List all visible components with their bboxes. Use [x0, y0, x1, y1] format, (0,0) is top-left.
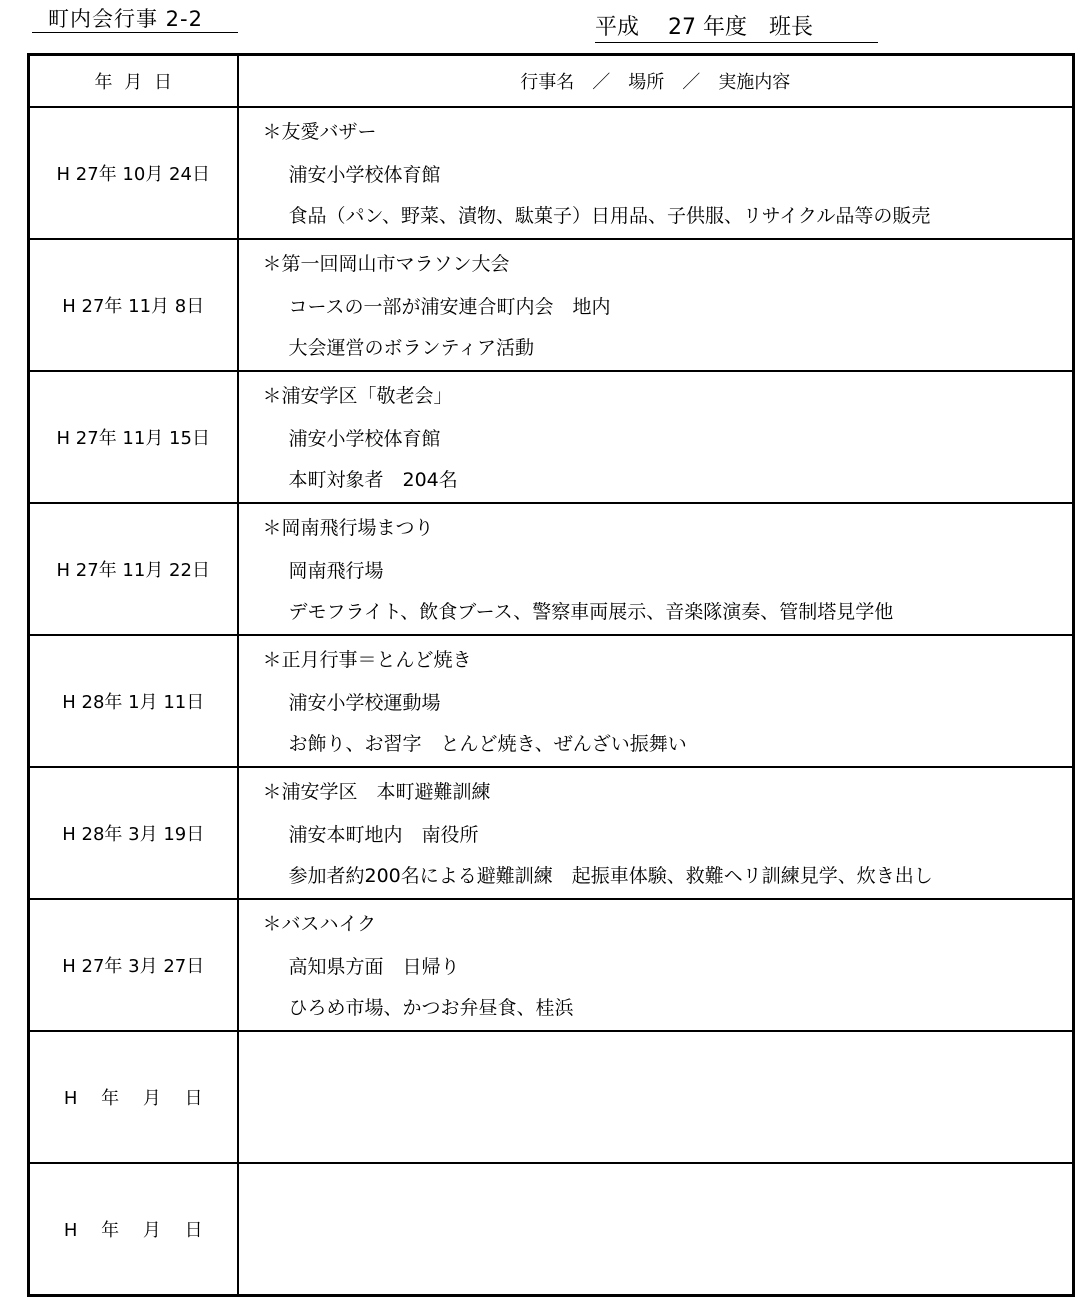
- event-title: ＊正月行事＝とんど焼き: [262, 649, 472, 671]
- table-header-row: [29, 55, 1074, 108]
- event-detail: 本町対象者 204名: [288, 469, 458, 491]
- event-date: H 27年 11月 15日: [29, 371, 238, 503]
- event-detail: お飾り、お習字 とんど焼き、ぜんざい振舞い: [288, 733, 687, 755]
- event-place: 浦安小学校運動場: [288, 692, 441, 714]
- event-content: [238, 107, 1074, 239]
- header-content: 行事名 ／ 場所 ／ 実施内容: [238, 55, 1074, 108]
- event-content: [238, 899, 1074, 1031]
- event-content: [238, 1163, 1074, 1296]
- event-title: ＊第一回岡山市マラソン大会: [262, 253, 510, 275]
- event-detail: ひろめ市場、かつお弁昼食、桂浜: [288, 997, 574, 1019]
- event-title: ＊浦安学区 本町避難訓練: [262, 781, 491, 803]
- event-detail: デモフライト、飲食ブース、警察車両展示、音楽隊演奏、管制塔見学他: [288, 601, 894, 623]
- event-place: 浦安本町地内 南役所: [288, 824, 479, 846]
- event-content: [238, 503, 1074, 635]
- event-content: [238, 239, 1074, 371]
- event-title: ＊浦安学区「敬老会」: [262, 385, 453, 407]
- table-row: [29, 371, 1074, 503]
- event-date: H 28年 1月 11日: [29, 635, 238, 767]
- event-date: H 27年 11月 8日: [29, 239, 238, 371]
- event-content: [238, 371, 1074, 503]
- table-row: [29, 107, 1074, 239]
- event-date: H 28年 3月 19日: [29, 767, 238, 899]
- event-place: 浦安小学校体育館: [288, 164, 441, 186]
- table-row: [29, 503, 1074, 635]
- event-title: ＊友愛バザー: [262, 121, 377, 143]
- event-content: [238, 635, 1074, 767]
- table-row: [29, 635, 1074, 767]
- event-detail: 参加者約200名による避難訓練 起振車体験、救難ヘリ訓練見学、炊き出し: [288, 865, 933, 887]
- event-detail: 食品（パン、野菜、漬物、駄菓子）日用品、子供服、リサイクル品等の販売: [288, 205, 931, 227]
- table-row: [29, 1163, 1074, 1296]
- event-place: 浦安小学校体育館: [288, 428, 441, 450]
- event-content: [238, 767, 1074, 899]
- events-table: [27, 53, 1075, 1297]
- event-place: 高知県方面 日帰り: [288, 956, 460, 978]
- event-place: コースの一部が浦安連合町内会 地内: [288, 296, 611, 318]
- event-place: 岡南飛行場: [288, 560, 384, 582]
- document-title: 町内会行事 2-2: [32, 6, 238, 33]
- table-row: [29, 239, 1074, 371]
- table-row: [29, 767, 1074, 899]
- event-content: [238, 1031, 1074, 1163]
- table-row: [29, 899, 1074, 1031]
- event-title: ＊岡南飛行場まつり: [262, 517, 434, 539]
- fiscal-year-header: 平成 27 年度 班長: [595, 14, 878, 43]
- event-title: ＊バスハイク: [262, 913, 377, 935]
- event-date: H 27年 11月 22日: [29, 503, 238, 635]
- event-date: H 27年 10月 24日: [29, 107, 238, 239]
- table-row: [29, 1031, 1074, 1163]
- header-date: 年 月 日: [29, 55, 238, 108]
- event-date: H 年 月 日: [29, 1163, 238, 1296]
- event-date: H 27年 3月 27日: [29, 899, 238, 1031]
- event-date: H 年 月 日: [29, 1031, 238, 1163]
- event-detail: 大会運営のボランティア活動: [288, 337, 534, 359]
